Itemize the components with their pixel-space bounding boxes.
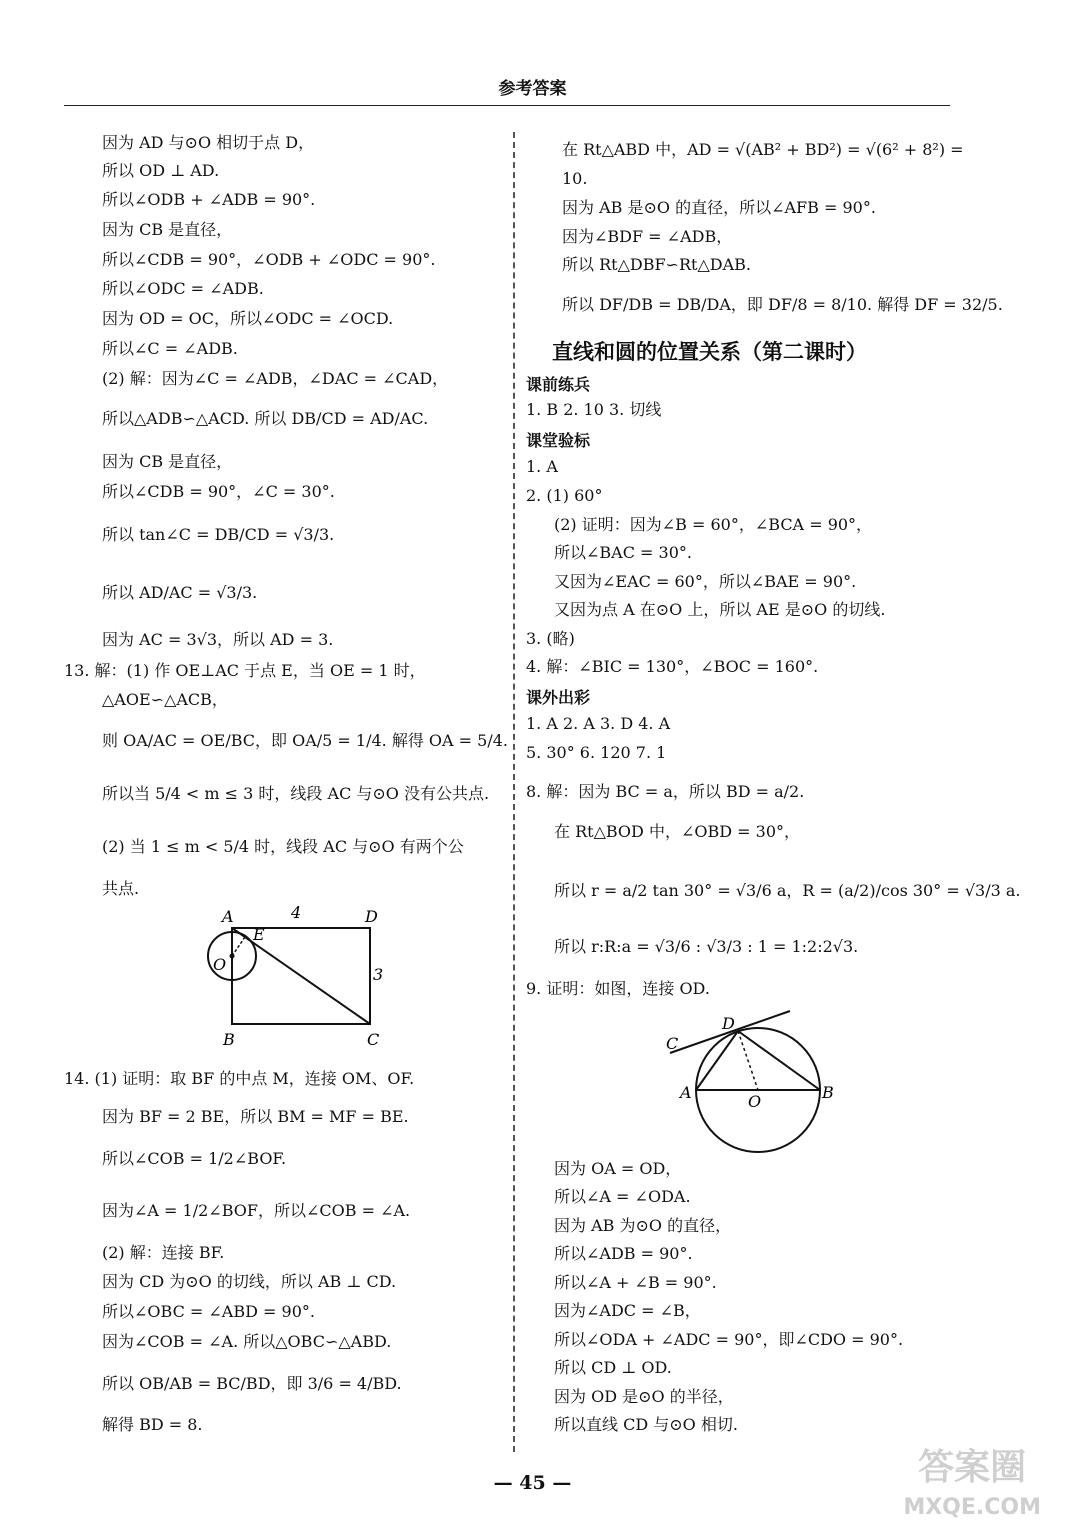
text-line: 所以∠ADB = 90°. <box>554 1244 693 1263</box>
text-line: 10. <box>562 169 588 188</box>
text-line: 所以 AD/AC = √3/3. <box>102 583 258 602</box>
text-line: 13. 解：(1) 作 OE⊥AC 于点 E，当 OE = 1 时， <box>64 661 426 680</box>
column-divider <box>513 132 515 1452</box>
text-line: 因为∠COB = ∠A. 所以△OBC∽△ABD. <box>102 1332 392 1351</box>
fig2-label-c: C <box>666 1034 679 1053</box>
text-line: 因为∠A = 1/2∠BOF，所以∠COB = ∠A. <box>102 1201 411 1220</box>
fig1-label-4: 4 <box>291 903 302 922</box>
text-line: 因为 CD 为⊙O 的切线，所以 AB ⊥ CD. <box>102 1272 397 1291</box>
text-line: 因为 BF = 2 BE，所以 BM = MF = BE. <box>102 1107 409 1126</box>
fig1-label-a: A <box>222 907 234 926</box>
text-line: 又因为点 A 在⊙O 上，所以 AE 是⊙O 的切线. <box>554 600 886 619</box>
text-line: 所以∠OBC = ∠ABD = 90°. <box>102 1302 315 1321</box>
watermark-line: 答案圈 <box>918 1447 1027 1488</box>
text-line: 所以∠CDB = 90°，∠C = 30°. <box>102 482 335 501</box>
fig2-label-b: B <box>822 1083 834 1102</box>
text-line: 所以 OB/AB = BC/BD，即 3/6 = 4/BD. <box>102 1374 402 1393</box>
section-title: 直线和圆的位置关系（第二课时） <box>552 340 867 364</box>
text-line: 因为 OA = OD， <box>554 1159 682 1178</box>
fig1-label-d: D <box>365 907 378 926</box>
text-line: 在 Rt△BOD 中，∠OBD = 30°， <box>554 822 801 841</box>
text-line: △AOE∽△ACB， <box>102 690 228 709</box>
text-line: 因为 CB 是直径， <box>102 220 233 239</box>
text-line: 所以∠CDB = 90°，∠ODB + ∠ODC = 90°. <box>102 250 436 269</box>
text-line: 14. (1) 证明：取 BF 的中点 M，连接 OM、OF. <box>64 1069 415 1088</box>
fig2-label-a: A <box>680 1083 692 1102</box>
text-line: 因为∠BDF = ∠ADB， <box>562 227 733 246</box>
watermark-line: MXQE.COM <box>903 1495 1041 1520</box>
figure-circle-tangent <box>660 1005 860 1155</box>
text-line: 所以 tan∠C = DB/CD = √3/3. <box>102 525 335 544</box>
text-line: 1. A 2. A 3. D 4. A <box>526 714 671 733</box>
text-line: 2. (1) 60° <box>526 486 603 505</box>
text-line: (2) 解：因为∠C = ∠ADB，∠DAC = ∠CAD， <box>102 369 449 388</box>
section-heading: 课前练兵 <box>526 375 591 394</box>
watermark-logo <box>903 1448 1041 1528</box>
fig2-label-o: O <box>748 1092 762 1111</box>
text-line: (2) 证明：因为∠B = 60°，∠BCA = 90°， <box>554 515 873 534</box>
fig1-label-e: E <box>253 925 265 944</box>
text-line: 在 Rt△ABD 中，AD = √(AB² + BD²) = √(6² + 8²) = <box>562 140 964 159</box>
fig2-label-d: D <box>722 1014 735 1033</box>
section-heading: 课堂验标 <box>526 431 591 450</box>
text-line: (2) 当 1 ≤ m < 5/4 时，线段 AC 与⊙O 有两个公 <box>102 837 464 856</box>
text-line: 所以∠ODA + ∠ADC = 90°，即∠CDO = 90°. <box>554 1330 904 1349</box>
section-heading: 课外出彩 <box>526 688 591 707</box>
text-line: 因为∠ADC = ∠B， <box>554 1301 701 1320</box>
page-number: — 45 — <box>493 1472 572 1494</box>
text-line: 因为 AB 是⊙O 的直径，所以∠AFB = 90°. <box>562 198 876 217</box>
text-line: 4. 解：∠BIC = 130°，∠BOC = 160°. <box>526 657 819 676</box>
text-line: 所以∠A = ∠ODA. <box>554 1187 691 1206</box>
text-line: 因为 AB 为⊙O 的直径， <box>554 1216 732 1235</box>
fig1-label-c: C <box>367 1030 380 1049</box>
text-line: 1. B 2. 10 3. 切线 <box>526 400 662 419</box>
text-line: 所以△ADB∽△ACD. 所以 DB/CD = AD/AC. <box>102 409 429 428</box>
text-line: 所以 r:R:a = √3/6 : √3/3 : 1 = 1:2:2√3. <box>554 937 859 956</box>
fig1-label-o: O <box>213 955 227 974</box>
text-line: 9. 证明：如图，连接 OD. <box>526 979 710 998</box>
text-line: 5. 30° 6. 120 7. 1 <box>526 743 667 762</box>
text-line: 所以直线 CD 与⊙O 相切. <box>554 1415 738 1434</box>
fig1-label-3: 3 <box>373 965 384 984</box>
text-line: 所以 DF/DB = DB/DA，即 DF/8 = 8/10. 解得 DF = 32/5. <box>562 295 1003 314</box>
text-line: 又因为∠EAC = 60°，所以∠BAE = 90°. <box>554 572 857 591</box>
text-line: 所以∠BAC = 30°. <box>554 543 692 562</box>
header-rule <box>64 105 950 106</box>
text-line: 1. A <box>526 457 558 476</box>
text-line: 共点. <box>102 879 140 898</box>
fig1-label-b: B <box>223 1030 235 1049</box>
text-line: 所以 CD ⊥ OD. <box>554 1358 672 1377</box>
text-line: 因为 AC = 3√3，所以 AD = 3. <box>102 630 334 649</box>
text-line: 所以 OD ⊥ AD. <box>102 161 220 180</box>
text-line: 则 OA/AC = OE/BC，即 OA/5 = 1/4. 解得 OA = 5/4. <box>102 731 509 750</box>
text-line: 所以∠C = ∠ADB. <box>102 339 238 358</box>
page-header: 参考答案 <box>498 79 567 99</box>
text-line: 所以 Rt△DBF∽Rt△DAB. <box>562 255 751 274</box>
text-line: 因为 OD = OC，所以∠ODC = ∠OCD. <box>102 309 394 328</box>
text-line: 所以∠ODC = ∠ADB. <box>102 279 264 298</box>
text-line: 因为 OD 是⊙O 的半径， <box>554 1387 734 1406</box>
text-line: 所以当 5/4 < m ≤ 3 时，线段 AC 与⊙O 没有公共点. <box>102 784 490 803</box>
text-line: 所以∠COB = 1/2∠BOF. <box>102 1149 287 1168</box>
text-line: 因为 CB 是直径， <box>102 452 233 471</box>
text-line: 解得 BD = 8. <box>102 1415 203 1434</box>
figure-rectangle-circle <box>205 900 405 1050</box>
text-line: 所以∠ODB + ∠ADB = 90°. <box>102 190 316 209</box>
text-line: 3. (略) <box>526 629 575 648</box>
text-line: 8. 解：因为 BC = a，所以 BD = a/2. <box>526 782 805 801</box>
text-line: 所以 r = a/2 tan 30° = √3/6 a，R = (a/2)/cos 30° = √3/3 a. <box>554 881 1021 900</box>
text-line: 所以∠A + ∠B = 90°. <box>554 1273 717 1292</box>
text-line: 因为 AD 与⊙O 相切于点 D， <box>102 133 315 152</box>
text-line: (2) 解：连接 BF. <box>102 1243 225 1262</box>
